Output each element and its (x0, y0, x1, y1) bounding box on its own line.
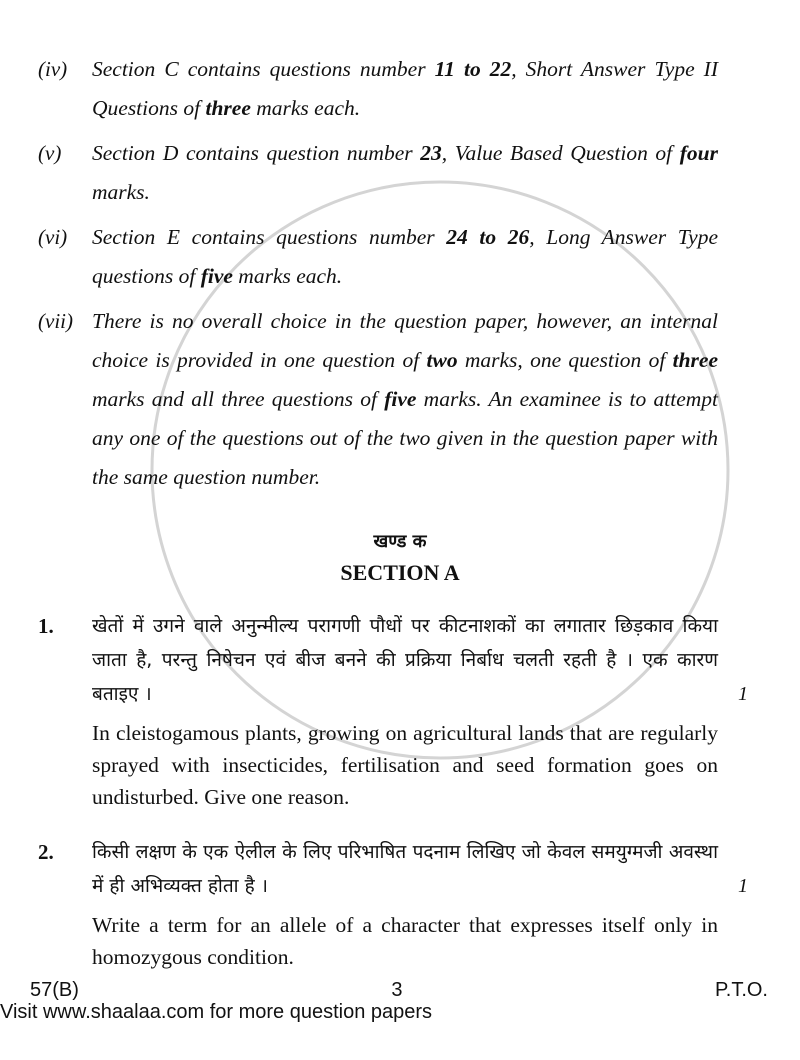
question-text-hindi: खेतों में उगने वाले अनुन्मील्य परागणी पौधों पर कीटनाशकों का लगातार छिड़काव किया जाता है, परन्तु निषेचन एवं बीज बनने की प्रक्रिया निर्बाध चलती रहती है । एक कारण बताइए । (92, 615, 718, 705)
instruction-text (92, 302, 718, 497)
text: marks each. (250, 96, 361, 120)
visit-link[interactable]: Visit www.shaalaa.com for more question papers (0, 1001, 433, 1023)
text: , Short Answer Type II Questions of (92, 57, 718, 120)
instruction-vii (0, 302, 800, 497)
question-text-english: In cleistogamous plants, growing on agricultural lands that are regularly sprayed with insecticides, fertilisation and seed formation goes on undisturbed. Give one reason. (92, 721, 718, 809)
text: marks. (92, 180, 150, 204)
marks: 1 (738, 875, 748, 897)
item-number: (vii) (38, 309, 73, 333)
text: marks. An examinee is to attempt any one of the questions out of the two given in the question paper with the same question number. (92, 387, 718, 489)
text: Section C contains questions number (92, 57, 435, 81)
question-1 (0, 609, 800, 813)
question-body (92, 609, 748, 813)
bold-text: four (679, 141, 718, 165)
bold-text: 23 (420, 141, 442, 165)
page-number: 3 (391, 979, 403, 1001)
section-title: SECTION A (340, 560, 460, 585)
text: , Value Based Question of (441, 141, 680, 165)
paper-code: 57(B) (30, 979, 79, 1001)
section-title-hindi: खण्ड क (373, 531, 427, 552)
text: , Long Answer Type questions of (92, 225, 718, 288)
question-2 (0, 835, 800, 973)
bold-text: three (205, 96, 251, 120)
bold-text: 24 to 26 (446, 225, 530, 249)
text: marks and all three questions of (92, 387, 385, 411)
marks: 1 (738, 683, 748, 705)
text: marks each. (232, 264, 343, 288)
bold-text: five (384, 387, 417, 411)
bold-text: three (672, 348, 718, 372)
item-number: (vi) (38, 225, 68, 249)
instruction-text (92, 218, 718, 296)
bold-text: two (426, 348, 458, 372)
item-number: (v) (38, 141, 62, 165)
question-number: 1. (38, 614, 54, 638)
question-text-english: Write a term for an allele of a character that expresses itself only in homozygous condition. (92, 913, 718, 969)
question-number: 2. (38, 840, 54, 864)
text: There is no overall choice in the question paper, however, an internal choice is provided in one question of (92, 309, 718, 372)
question-hindi-row (92, 609, 748, 711)
question-hindi-row (92, 835, 748, 903)
text: Section D contains question number (92, 141, 421, 165)
instruction-vi (0, 218, 800, 296)
pto-label: P.T.O. (715, 979, 768, 1001)
bold-text: five (200, 264, 233, 288)
instruction-iv (0, 50, 800, 128)
question-text-hindi: किसी लक्षण के एक ऐलील के लिए परिभाषित पदनाम लिखिए जो केवल समयुग्मजी अवस्था में ही अभिव्यक्त होता है । (92, 841, 718, 897)
item-number: (iv) (38, 57, 68, 81)
bold-text: 11 to 22 (434, 57, 512, 81)
instruction-text (92, 134, 718, 212)
instruction-text (92, 50, 718, 128)
question-body (92, 835, 748, 973)
instruction-v (0, 134, 800, 212)
text: marks, one question of (457, 348, 673, 372)
text: Section E contains questions number (92, 225, 447, 249)
footer (0, 979, 800, 1001)
